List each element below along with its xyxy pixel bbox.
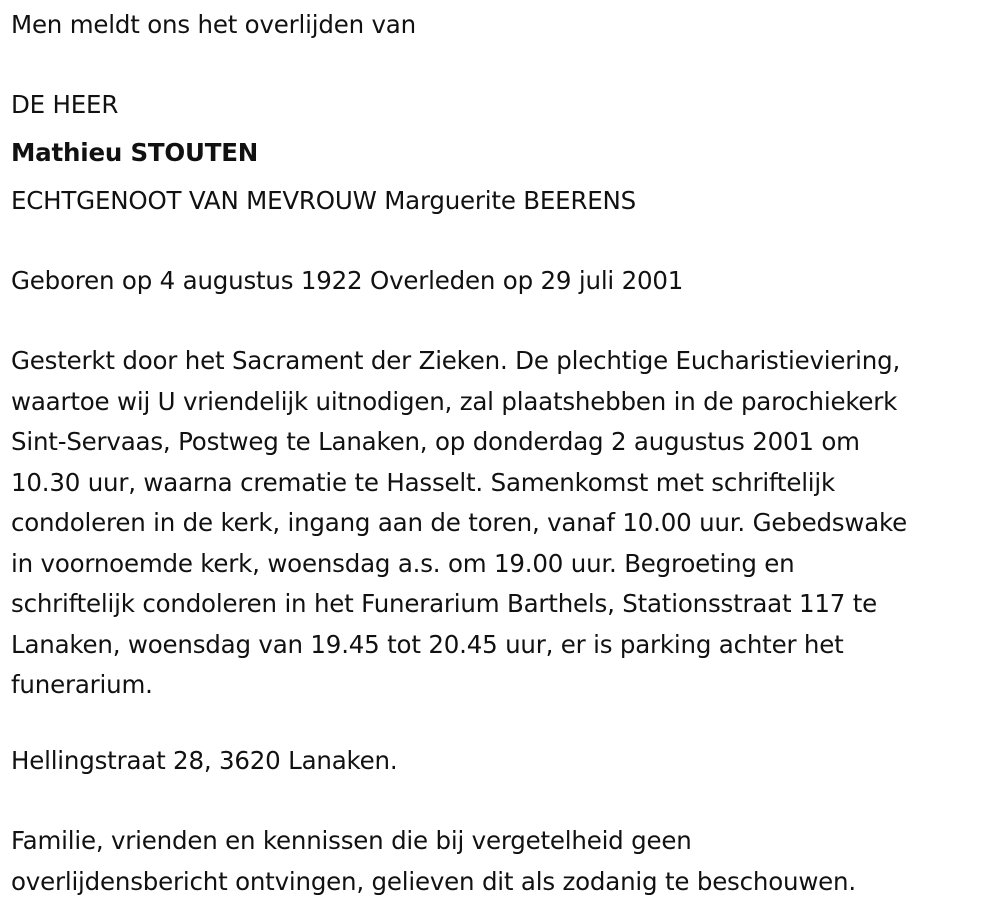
- details-line: 10.30 uur, waarna crematie te Hasselt. Samenkomst met schriftelijk: [11, 467, 836, 497]
- deceased-name: Mathieu STOUTEN: [11, 138, 259, 167]
- honorific-title: DE HEER: [11, 90, 119, 119]
- closing-line: Familie, vrienden en kennissen die bij vergetelheid geen: [11, 826, 692, 855]
- ceremony-details: [11, 341, 996, 706]
- intro-text: Men meldt ons het overlijden van: [11, 10, 416, 39]
- details-line: Lanaken, woensdag van 19.45 tot 20.45 uur, er is parking achter het: [11, 629, 844, 659]
- home-address: Hellingstraat 28, 3620 Lanaken.: [11, 746, 398, 775]
- details-line: waartoe wij U vriendelijk uitnodigen, zal plaatshebben in de parochiekerk: [11, 386, 898, 416]
- details-line: Sint-Servaas, Postweg te Lanaken, op donderdag 2 augustus 2001 om: [11, 427, 860, 456]
- birth-death-dates: Geboren op 4 augustus 1922 Overleden op 29 juli 2001: [11, 266, 684, 295]
- details-line: funerarium.: [11, 670, 153, 699]
- details-line: in voornoemde kerk, woensdag a.s. om 19.00 uur. Begroeting en: [11, 548, 795, 578]
- details-line: Gesterkt door het Sacrament der Zieken. De plechtige Eucharistieviering,: [11, 346, 901, 375]
- closing-line: overlijdensbericht ontvingen, gelieven dit als zodanig te beschouwen.: [11, 866, 856, 896]
- details-line: condoleren in de kerk, ingang aan de toren, vanaf 10.00 uur. Gebedswake: [11, 508, 908, 537]
- details-line: schriftelijk condoleren in het Funerarium Barthels, Stationsstraat 117 te: [11, 589, 878, 618]
- spouse-line: ECHTGENOOT VAN MEVROUW Marguerite BEERENS: [11, 186, 637, 215]
- closing-note: [11, 821, 996, 902]
